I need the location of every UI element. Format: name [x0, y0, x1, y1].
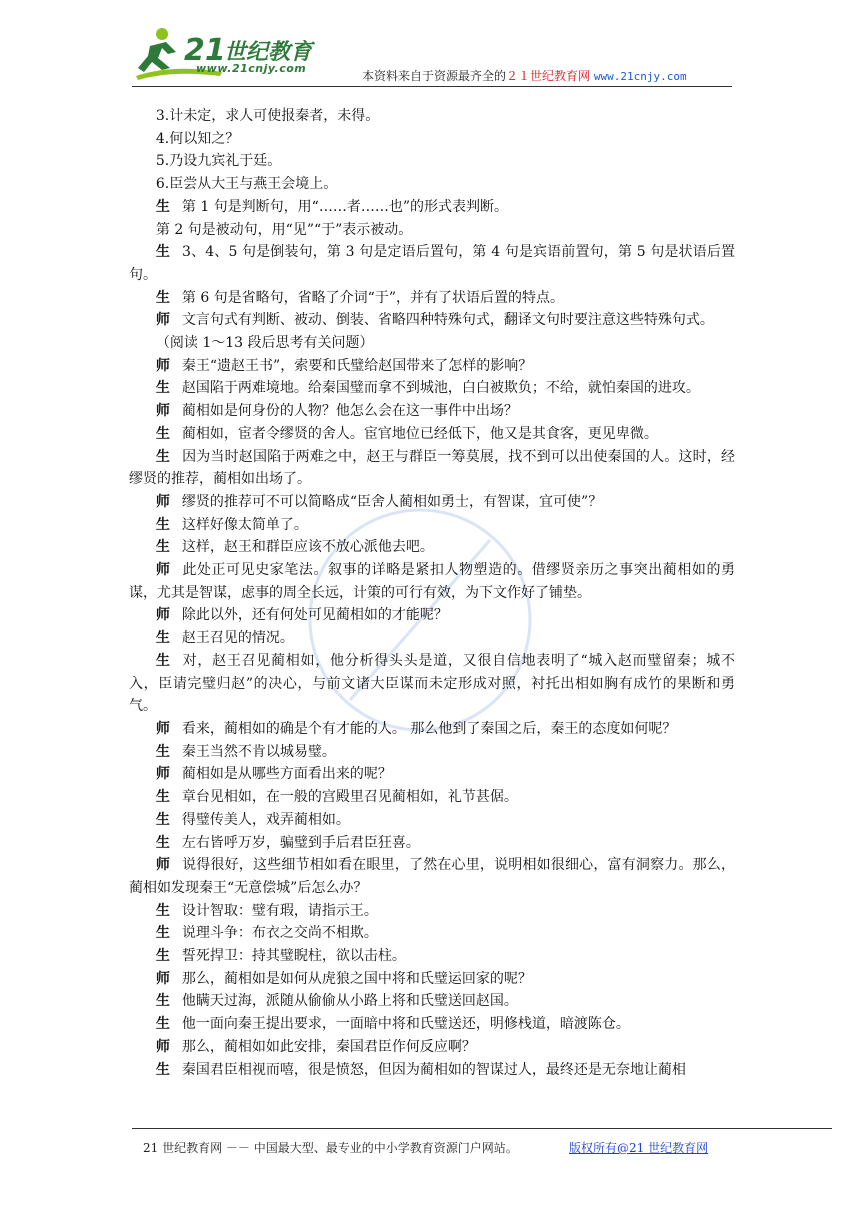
paragraph-text: 这样，赵王和群臣应该不放心派他去吧。	[181, 539, 434, 556]
header-divider	[132, 86, 732, 87]
header-note-prefix: 本资料来自于资源最齐全的	[362, 69, 507, 83]
speaker-label: 生	[155, 380, 170, 397]
paragraph-text: 说理斗争：布衣之交尚不相欺。	[181, 925, 378, 942]
speaker-label: 生	[155, 244, 171, 261]
site-logo	[132, 24, 352, 84]
dialogue-paragraph	[129, 423, 735, 446]
footer-text: 21 世纪教育网 －－ 中国最大型、最专业的中小学教育资源门户网站。	[143, 1141, 518, 1155]
paragraph-text: 蔺相如是何身份的人物？他怎么会在这一事件中出场？	[181, 403, 518, 420]
dialogue-paragraph	[129, 1036, 735, 1059]
dialogue-paragraph	[129, 491, 735, 514]
paragraph-text: 秦王当然不肯以城易璧。	[181, 743, 336, 760]
dialogue-paragraph	[129, 219, 735, 242]
dialogue-paragraph	[129, 287, 735, 310]
speaker-label: 生	[155, 1061, 170, 1078]
speaker-label: 师	[155, 493, 170, 510]
paragraph-text: 看来，蔺相如的确是个有才能的人。 那么他到了秦国之后，秦王的态度如何呢？	[181, 720, 677, 737]
speaker-label: 生	[155, 948, 170, 965]
paragraph-text: 秦国君臣相视而嘻，很是愤怒，但因为蔺相如的智谋过人，最终还是无奈地让蔺相	[181, 1061, 686, 1078]
dialogue-paragraph	[129, 241, 735, 286]
paragraph-text: 3、4、5 句是倒装句，第 3 句是定语后置句，第 4 句是宾语前置句，第 5 句是状语后置句。	[129, 244, 735, 283]
paragraph-text: 秦王“遗赵王书”，索要和氏璧给赵国带来了怎样的影响？	[181, 357, 533, 374]
dialogue-paragraph	[129, 990, 735, 1013]
speaker-label: 生	[155, 789, 170, 806]
paragraph-text: 因为当时赵国陷于两难之中，赵王与群臣一筹莫展，找不到可以出使秦国的人。这时，经缪贤的推荐，蔺相如出场了。	[129, 448, 736, 488]
speaker-label: 师	[155, 970, 170, 987]
dialogue-paragraph	[129, 786, 735, 809]
dialogue-paragraph	[129, 832, 735, 855]
speaker-label: 生	[155, 539, 170, 556]
dialogue-paragraph	[129, 945, 735, 968]
footer-divider	[132, 1128, 832, 1129]
svg-text:21: 21	[184, 33, 226, 68]
paragraph-text: 章台见相如，在一般的宫殿里召见蔺相如，礼节甚倨。	[181, 789, 518, 806]
document-body	[129, 105, 735, 1081]
dialogue-paragraph	[129, 309, 735, 332]
dialogue-paragraph	[129, 854, 735, 899]
paragraph-text: 蔺相如是从哪些方面看出来的呢？	[181, 766, 392, 783]
paragraph-text: 第 2 句是被动句，用“见”“于”表示被动。	[155, 221, 413, 238]
dialogue-paragraph	[129, 922, 735, 945]
paragraph-text: 3.计未定，求人可使报秦者，未得。	[155, 108, 380, 124]
paragraph-text: 说得很好，这些细节相如看在眼里，了然在心里，说明相如很细心，富有洞察力。那么，蔺相如发现秦王“无意偿城”后怎么办？	[129, 857, 736, 896]
paragraph-text: 文言句式有判断、被动、倒装、省略四种特殊句式，翻译文句时要注意这些特殊句式。	[181, 312, 714, 329]
speaker-label: 生	[155, 811, 170, 828]
paragraph-text: 设计智取：璧有瑕，请指示王。	[181, 902, 378, 919]
dialogue-paragraph	[129, 718, 735, 741]
paragraph-text: 5.乃设九宾礼于廷。	[155, 153, 282, 170]
speaker-label: 生	[155, 630, 170, 647]
paragraph-text: 缪贤的推荐可不可以简略成“臣舍人蔺相如勇士，有智谋，宜可使”？	[181, 493, 603, 510]
speaker-label: 生	[155, 902, 170, 919]
dialogue-paragraph	[129, 196, 735, 219]
paragraph-text: 6.臣尝从大王与燕王会境上。	[155, 176, 338, 193]
speaker-label: 生	[155, 993, 170, 1010]
paragraph-text: 赵王召见的情况。	[181, 630, 294, 647]
paragraph-text: 对，赵王召见蔺相如，他分析得头头是道，又很自信地表明了“城入赵而璧留秦；城不入，臣请完璧归赵”的决心，与前文诸大臣谋而未定形成对照，衬托出相如胸有成竹的果断和勇气。	[129, 652, 736, 715]
paragraph-text: （阅读 1～13 段后思考有关问题）	[155, 335, 374, 352]
speaker-label: 师	[155, 857, 171, 874]
paragraph-text: 此处正可见史家笔法。叙事的详略是紧扣人物塑造的。借缪贤亲历之事突出蔺相如的勇谋，尤其是智谋，虑事的周全长远，计策的可行有效，为下文作好了铺垫。	[129, 562, 736, 601]
speaker-label: 生	[155, 425, 170, 442]
speaker-label: 师	[155, 312, 170, 329]
speaker-label: 生	[155, 925, 170, 942]
dialogue-paragraph	[129, 173, 735, 196]
paragraph-text: 4.何以知之？	[155, 130, 240, 147]
paragraph-text: 除此以外，还有何处可见蔺相如的才能呢？	[181, 607, 448, 624]
paragraph-text: 第 1 句是判断句，用“……者……也”的形式表判断。	[181, 198, 508, 215]
dialogue-paragraph	[129, 741, 735, 764]
dialogue-paragraph	[129, 968, 735, 991]
dialogue-paragraph	[129, 377, 735, 400]
footer-copyright-link[interactable]: 版权所有@21 世纪教育网	[569, 1141, 709, 1155]
speaker-label: 生	[155, 448, 171, 465]
logo-url: www.21cnjy.com	[196, 62, 307, 75]
paragraph-text: 那么，蔺相如是如何从虎狼之国中将和氏璧运回家的呢？	[181, 970, 532, 987]
paragraph-text: 得璧传美人，戏弄蔺相如。	[181, 811, 350, 828]
dialogue-paragraph	[129, 627, 735, 650]
paragraph-text: 左右皆呼万岁，骗璧到手后君臣狂喜。	[181, 834, 420, 851]
header-note-brand: ２１世纪教育网	[506, 69, 591, 83]
speaker-label: 师	[155, 562, 171, 579]
dialogue-paragraph	[129, 1059, 735, 1082]
speaker-label: 师	[155, 607, 170, 624]
speaker-label: 生	[155, 834, 170, 851]
speaker-label: 师	[155, 1038, 170, 1055]
dialogue-paragraph	[129, 446, 735, 491]
page-header	[0, 0, 860, 90]
speaker-label: 生	[155, 516, 170, 533]
dialogue-paragraph	[129, 355, 735, 378]
dialogue-paragraph	[129, 900, 735, 923]
dialogue-paragraph	[129, 105, 735, 128]
dialogue-paragraph	[129, 150, 735, 173]
dialogue-paragraph	[129, 809, 735, 832]
paragraph-text: 他瞒天过海，派随从偷偷从小路上将和氏璧送回赵国。	[181, 993, 518, 1010]
dialogue-paragraph	[129, 332, 735, 355]
paragraph-text: 第 6 句是省略句，省略了介词“于”，并有了状语后置的特点。	[181, 289, 564, 306]
paragraph-text: 那么，蔺相如如此安排，秦国君臣作何反应啊？	[181, 1038, 476, 1055]
dialogue-paragraph	[129, 604, 735, 627]
dialogue-paragraph	[129, 559, 735, 604]
speaker-label: 师	[155, 766, 170, 783]
speaker-label: 师	[155, 720, 170, 737]
paragraph-text: 蔺相如，宦者令缪贤的舍人。宦官地位已经低下，他又是其食客，更见卑微。	[181, 425, 658, 442]
speaker-label: 师	[155, 357, 170, 374]
speaker-label: 生	[155, 652, 171, 669]
dialogue-paragraph	[129, 536, 735, 559]
paragraph-text: 誓死捍卫：持其璧睨柱，欲以击柱。	[181, 948, 406, 965]
speaker-label: 生	[155, 198, 170, 215]
speaker-label: 师	[155, 403, 170, 420]
speaker-label: 生	[155, 1016, 170, 1033]
dialogue-paragraph	[129, 1013, 735, 1036]
dialogue-paragraph	[129, 514, 735, 537]
speaker-label: 生	[155, 743, 170, 760]
dialogue-paragraph	[129, 763, 735, 786]
dialogue-paragraph	[129, 400, 735, 423]
dialogue-paragraph	[129, 128, 735, 151]
header-note	[362, 67, 687, 84]
speaker-label: 生	[155, 289, 170, 306]
svg-text:世纪教育: 世纪教育	[224, 40, 313, 65]
paragraph-text: 赵国陷于两难境地。给秦国璧而拿不到城池，白白被欺负；不给，就怕秦国的进攻。	[181, 380, 700, 397]
dialogue-paragraph	[129, 650, 735, 718]
header-note-url[interactable]: www.21cnjy.com	[593, 70, 687, 83]
paragraph-text: 这样好像太简单了。	[181, 516, 308, 533]
paragraph-text: 他一面向秦王提出要求，一面暗中将和氏璧送还，明修栈道，暗渡陈仓。	[181, 1016, 630, 1033]
